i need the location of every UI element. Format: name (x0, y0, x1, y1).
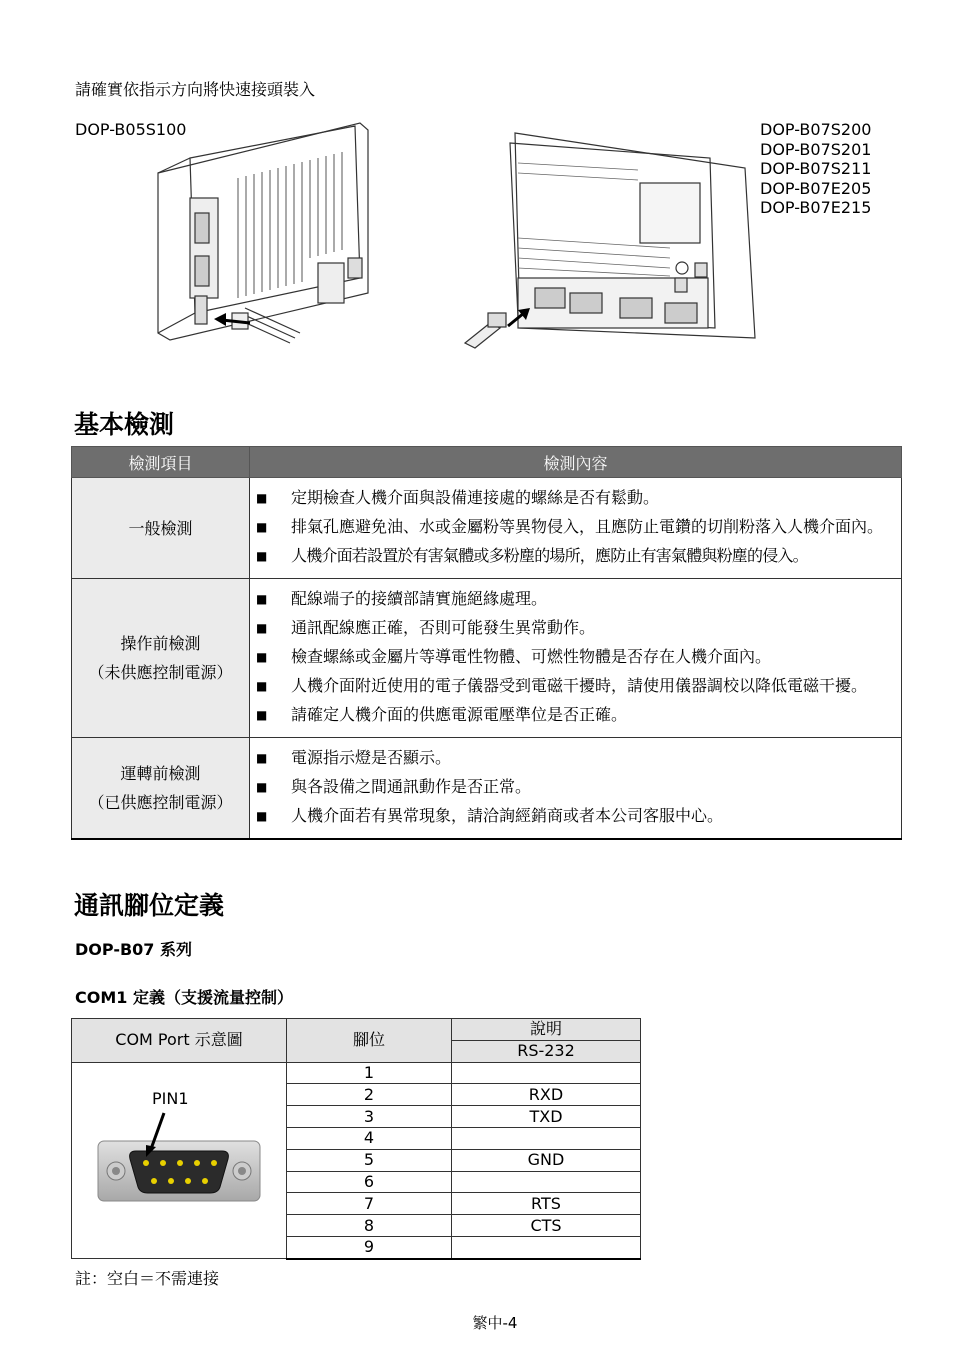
hmi-b07-rear-illustration (460, 128, 765, 350)
series-title: DOP-B07 系列 (75, 940, 193, 959)
com-header-rs232: RS-232 (452, 1040, 641, 1062)
list-item: ■ 請確定人機介面的供應電源電壓準位是否正確。 (251, 703, 896, 727)
note-text: 註：空白＝不需連接 (75, 1269, 220, 1288)
com1-pin-table (71, 1018, 641, 1260)
table-row: 7 RTS (72, 1193, 641, 1215)
table-row: 9 (72, 1236, 641, 1258)
hmi-b05-rear-illustration (150, 118, 375, 348)
table-row: 3 TXD (72, 1106, 641, 1128)
pin1-label: PIN1 (152, 1088, 189, 1108)
list-item: ■ 排氣孔應避免油、水或金屬粉等異物侵入，且應防止電鑽的切削粉落入人機介面內。 (251, 515, 896, 539)
list-item: ■ 通訊配線應正確，否則可能發生異常動作。 (251, 616, 896, 640)
list-item: ■ 電源指示燈是否顯示。 (251, 746, 896, 770)
intro-text: 請確實依指示方向將快速接頭裝入 (75, 80, 316, 99)
model-label: DOP-B07E215 (760, 198, 872, 217)
com-header-port: COM Port 示意圖 (72, 1019, 287, 1063)
inspection-header-item: 檢測項目 (72, 447, 250, 478)
list-item: ■ 定期檢查人機介面與設備連接處的螺絲是否有鬆動。 (251, 486, 896, 510)
db9-diagram-cell (72, 1062, 287, 1259)
list-item: ■ 配線端子的接續部請實施絕緣處理。 (251, 587, 896, 611)
model-label: DOP-B07E205 (760, 178, 872, 198)
inspection-category: 一般檢測 (72, 478, 250, 579)
com-header-pin: 腳位 (287, 1019, 452, 1063)
list-item: ■ 人機介面若設置於有害氣體或多粉塵的場所，應防止有害氣體與粉塵的侵入。 (251, 544, 896, 568)
inspection-category: 運轉前檢測 （已供應控制電源） (72, 738, 250, 840)
model-label: DOP-B07S200 (760, 120, 872, 139)
inspection-table (71, 446, 902, 840)
model-labels-right (760, 120, 871, 218)
page-number: 繁中-4 (472, 1314, 518, 1332)
inspection-category: 操作前檢測 （未供應控制電源） (72, 579, 250, 738)
com-header-desc: 說明 (452, 1019, 641, 1041)
table-row: 4 (72, 1127, 641, 1149)
section-title-pin-definition: 通訊腳位定義 (74, 891, 225, 920)
model-label: DOP-B07S211 (760, 159, 872, 178)
section-title-basic-inspection: 基本檢測 (74, 410, 175, 439)
table-row: 2 RXD (72, 1084, 641, 1106)
table-row: 8 CTS (72, 1215, 641, 1237)
list-item: ■ 檢查螺絲或金屬片等導電性物體、可燃性物體是否存在人機介面內。 (251, 645, 896, 669)
table-row (72, 478, 902, 579)
list-item: ■ 人機介面若有異常現象，請洽詢經銷商或者本公司客服中心。 (251, 804, 896, 828)
model-label: DOP-B07S201 (760, 139, 872, 159)
inspection-header-content: 檢測內容 (250, 447, 902, 478)
com1-title: COM1 定義（支援流量控制） (75, 988, 293, 1007)
table-row: PIN1 1 (72, 1062, 641, 1084)
table-row: 6 (72, 1171, 641, 1193)
table-row (72, 579, 902, 738)
model-label-left: DOP-B05S100 (75, 120, 187, 139)
table-row (72, 738, 902, 840)
list-item: ■ 人機介面附近使用的電子儀器受到電磁干擾時，請使用儀器調校以降低電磁干擾。 (251, 674, 896, 698)
db9-connector-icon (96, 1111, 262, 1203)
table-row: 5 GND (72, 1149, 641, 1171)
list-item: ■ 與各設備之間通訊動作是否正常。 (251, 775, 896, 799)
